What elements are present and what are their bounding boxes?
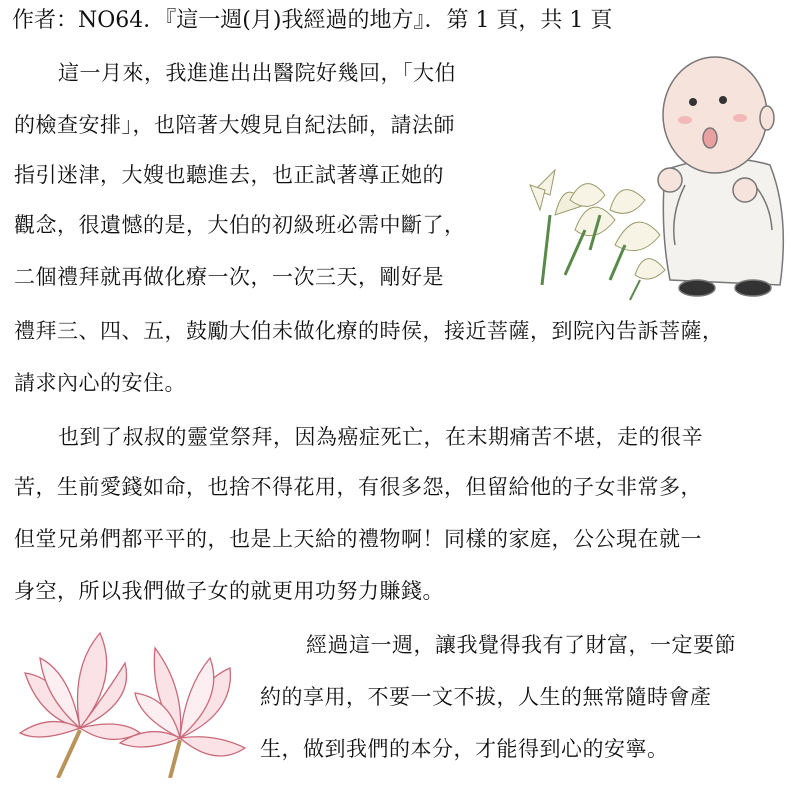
p1-line-6: 禮拜三、四、五，鼓勵大伯未做化療的時侯，接近菩薩，到院內告訴菩薩， (14, 319, 724, 343)
p3-line-2: 約的享用，不要一文不拔，人生的無常隨時會產 (260, 685, 712, 709)
lotus-illustration (10, 618, 255, 778)
p2-line-4: 身空，所以我們做子女的就更用功努力賺錢。 (14, 579, 444, 603)
p1-line-4: 觀念，很遺憾的是，大伯的初級班必需中斷了， (14, 213, 466, 237)
p3-line-3: 生，做到我們的本分，才能得到心的安寧。 (260, 737, 669, 761)
p1-line-5: 二個禮拜就再做化療一次，一次三天，剛好是 (14, 265, 444, 289)
page-header: 作者：NO64．『這一週(月)我經過的地方』．第 1 頁，共 1 頁 (12, 8, 613, 33)
p1-line-3: 指引迷津，大嫂也聽進去，也正試著導正她的 (14, 163, 444, 187)
monk-illustration (515, 40, 800, 310)
monk-figure (658, 57, 783, 296)
p1-line-7: 請求內心的安住。 (14, 371, 186, 395)
p2-line-1: 也到了叔叔的靈堂祭拜，因為癌症死亡，在末期痛苦不堪，走的很辛 (58, 425, 703, 449)
p3-line-1: 經過這一週，讓我覺得我有了財富，一定要節 (306, 633, 736, 657)
white-lotus-bouquet (530, 170, 665, 300)
p1-line-2: 的檢查安排」，也陪著大嫂見自紀法師，請法師 (14, 113, 455, 137)
p2-line-3: 但堂兄弟們都平平的，也是上天給的禮物啊！同樣的家庭，公公現在就一 (14, 527, 702, 551)
p2-line-2: 苦，生前愛錢如命，也捨不得花用，有很多怨，但留給他的子女非常多， (14, 475, 702, 499)
p1-line-1: 這一月來，我進進出出醫院好幾回，「大伯 (58, 61, 456, 85)
